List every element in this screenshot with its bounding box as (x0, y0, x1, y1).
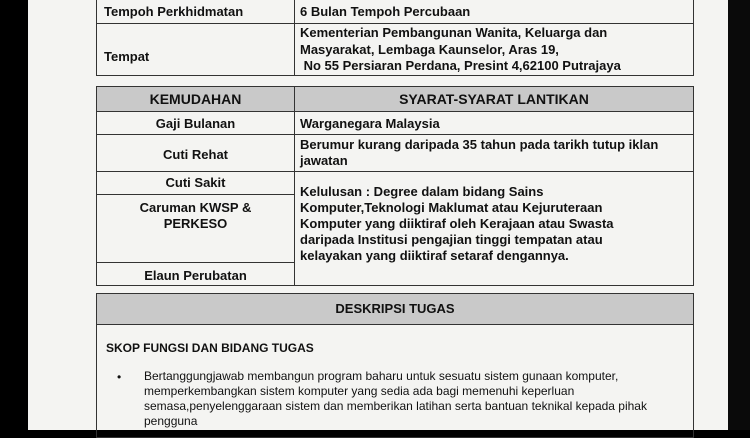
requirement-citizenship: Warganegara Malaysia (300, 116, 440, 131)
bullet-dot: • (117, 370, 122, 384)
benefit-kwsp-line-2: PERKESO (163, 216, 228, 231)
syarat-header: SYARAT-SYARAT LANTIKAN (295, 87, 693, 111)
duty-line-2: memperkembangkan sistem komputer yang sedia ada bagi memenuhi keperluan (144, 384, 575, 398)
duty-line-1: Bertanggungjawab membangun program baharu untuk sesuatu sistem gunaan komputer, (144, 369, 619, 383)
service-period-value: 6 Bulan Tempoh Percubaan (300, 4, 471, 19)
duty-line-3: semasa,penyelenggaraan sistem dan memberikan latihan serta bantuan teknikal kepada pihak (144, 399, 647, 413)
screen-edge (728, 0, 750, 430)
qualification-line-2: Komputer,Teknologi Maklumat atau Kejuruteraan (300, 200, 603, 215)
duty-line-4: pengguna (144, 414, 198, 428)
benefit-sick-leave: Cuti Sakit (165, 175, 226, 190)
qualification-line-3: Komputer yang diiktiraf oleh Kerajaan atau Swasta (300, 216, 614, 231)
kemudahan-header: KEMUDAHAN (97, 87, 294, 111)
benefit-medical: Elaun Perubatan (144, 268, 247, 283)
benefit-annual-leave: Cuti Rehat (163, 147, 228, 162)
location-label: Tempat (104, 49, 150, 64)
requirement-age-line-2: jawatan (300, 153, 348, 168)
location-line-2: Masyarakat, Lembaga Kaunselor, Aras 19, (300, 42, 559, 57)
location-line-1: Kementerian Pembangunan Wanita, Keluarga dan (300, 25, 608, 40)
qualification-line-1: Kelulusan : Degree dalam bidang Sains (300, 184, 544, 199)
benefit-kwsp-line-1: Caruman KWSP & (139, 200, 252, 215)
duties-header: DESKRIPSI TUGAS (97, 294, 693, 324)
qualification-line-4: daripada Institusi pengajian tinggi tempatan atau (300, 232, 603, 247)
service-period-label: Tempoh Perkhidmatan (104, 4, 244, 19)
benefit-monthly-salary: Gaji Bulanan (155, 116, 236, 131)
document-page (28, 0, 728, 430)
qualification-line-5: kelayakan yang diiktiraf setaraf dengannya. (300, 248, 569, 263)
requirement-age-line-1: Berumur kurang daripada 35 tahun pada tarikh tutup iklan (300, 137, 659, 152)
duties-subheading: SKOP FUNGSI DAN BIDANG TUGAS (106, 341, 314, 355)
location-line-3: No 55 Persiaran Perdana, Presint 4,62100 Putrajaya (300, 58, 621, 73)
